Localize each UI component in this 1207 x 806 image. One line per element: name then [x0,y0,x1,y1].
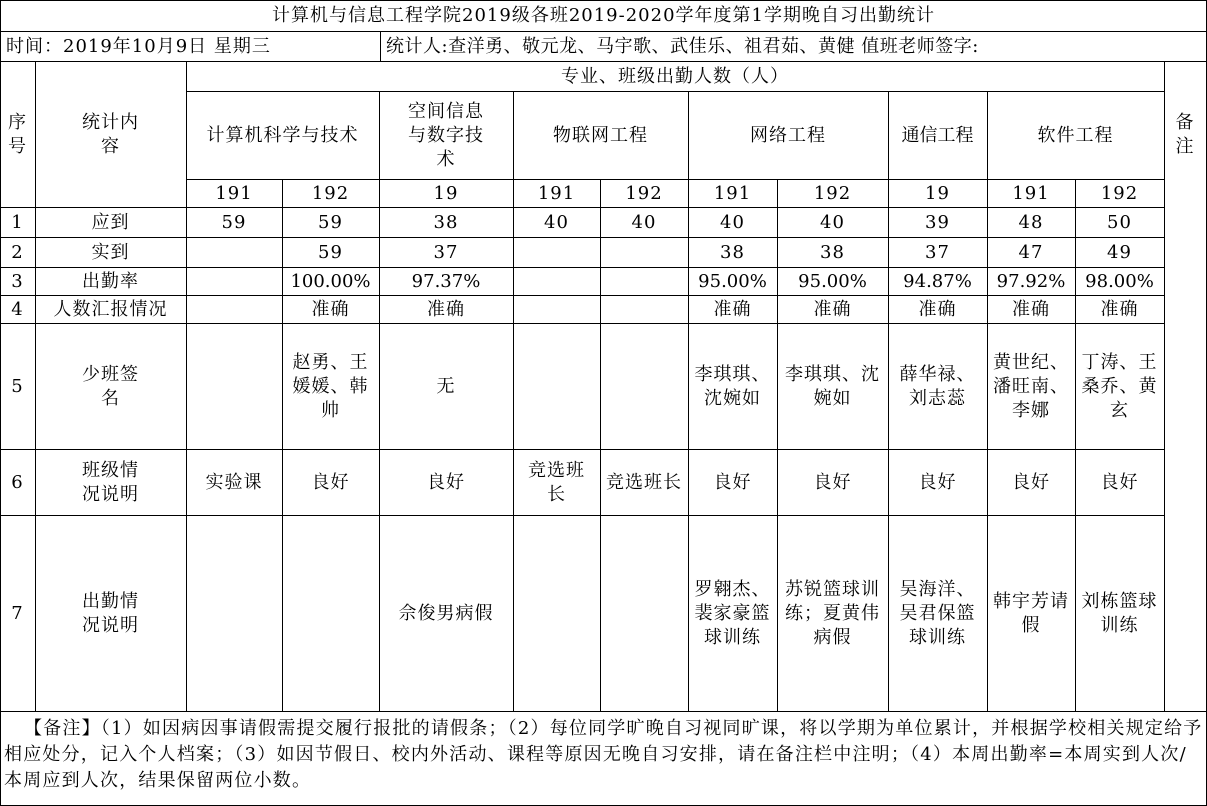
data-cell: 准确 [813,298,852,320]
major-cs: 计算机科学与技术 [206,124,359,146]
data-cell: 竞选班长 [528,459,585,505]
grid-line [0,61,1207,62]
data-cell: 良好 [813,471,852,493]
time-label: 时间：2019年10月9日 星期三 [6,35,271,57]
data-cell: 吴海洋、吴君保篮球训练 [899,578,976,649]
data-cell: 良好 [1012,471,1050,493]
data-cell [600,238,688,268]
grid-line [0,449,1164,450]
data-cell [513,516,600,712]
data-cell: 竞选班长 [606,471,682,493]
row-number: 7 [11,602,24,624]
data-cell: 94.87% [903,270,972,292]
data-cell: 李琪琪、沈婉如 [785,363,880,409]
data-cell [513,238,600,268]
data-cell: 无 [436,375,456,397]
data-cell: 李琪琪、沈婉如 [694,363,771,409]
class-number-2: 19 [433,182,459,204]
data-cell [513,324,600,450]
row-label: 人数汇报情况 [53,298,168,320]
grid-line [1164,62,1165,712]
header-remark: 备注 [1175,111,1195,157]
grid-line [888,92,889,712]
footnote: 【备注】（1）如因病因事请假需提交履行报批的请假条；（2）每位同学旷晚自习视同旷课，将以学期为单位累计，并根据学校相关规定给予相应处分，记入个人档案；（3）如因节假日、校内外活动、课程等原因无晚自习安排，请在备注栏中注明；（4）本周出勤率=本周实到人次/本周应到人次，结果保留两位小数。 [4,718,1203,792]
class-number-4: 192 [625,182,663,204]
grid-line [186,179,1164,180]
data-cell: 59 [318,241,343,263]
grid-line [777,180,778,712]
row-label: 出勤情况说明 [82,590,139,636]
row-number: 2 [11,241,24,263]
class-number-6: 192 [813,182,852,204]
grid-line [0,31,1207,32]
data-cell: 薛华禄、刘志蕊 [899,363,976,409]
header-group: 专业、班级出勤人数（人） [561,65,789,87]
data-cell: 良好 [918,471,957,493]
grid-line [186,62,187,712]
data-cell: 47 [1018,241,1044,263]
row-number: 4 [11,298,24,320]
data-cell [186,268,282,296]
grid-line [987,92,988,712]
data-cell: 98.00% [1085,270,1154,292]
data-cell: 38 [820,241,845,263]
major-comm: 通信工程 [901,124,974,146]
major-spatial: 空间信息与数字技术 [408,100,484,171]
major-software: 软件工程 [1037,124,1114,146]
grid-line [0,237,1164,238]
data-cell: 40 [544,211,569,233]
header-seq: 序号 [8,111,27,157]
data-cell [600,268,688,296]
data-cell: 苏锐篮球训练；夏黄伟病假 [785,578,880,649]
data-cell [600,516,688,712]
data-cell: 准确 [311,298,350,320]
data-cell [186,296,282,324]
grid-line [0,515,1164,516]
data-cell: 100.00% [290,270,371,292]
row-number: 3 [11,270,24,292]
data-cell [600,324,688,450]
data-cell: 实验课 [205,471,263,493]
data-cell [282,516,379,712]
data-cell [186,324,282,450]
data-cell: 黄世纪、潘旺南、李娜 [993,351,1069,422]
row-label: 班级情况说明 [82,459,139,505]
class-number-0: 191 [215,182,253,204]
class-number-7: 19 [925,182,950,204]
grid-line [0,323,1164,324]
class-number-5: 191 [713,182,752,204]
data-cell [513,268,600,296]
data-cell: 49 [1107,241,1132,263]
sheet-title: 计算机与信息工程学院2019级各班2019-2020学年度第1学期晚自习出勤统计 [272,4,935,26]
row-number: 5 [11,375,24,397]
data-cell: 97.37% [411,270,481,292]
data-cell: 刘栋篮球训练 [1081,590,1158,636]
data-cell: 良好 [1100,471,1139,493]
data-cell: 赵勇、王媛媛、韩帅 [292,351,369,422]
grid-line [282,180,283,712]
data-cell: 良好 [427,471,465,493]
data-cell: 50 [1107,211,1132,233]
data-cell [186,516,282,712]
data-cell: 准确 [918,298,957,320]
class-number-3: 191 [537,182,576,204]
major-network: 网络工程 [750,124,826,146]
grid-line [1075,180,1076,712]
data-cell: 40 [820,211,845,233]
data-cell [186,238,282,268]
data-cell [513,296,600,324]
class-number-9: 192 [1100,182,1139,204]
row-label: 少班签名 [82,363,139,409]
data-cell: 37 [433,241,459,263]
header-content: 统计内容 [82,111,139,157]
data-cell [600,296,688,324]
grid-line [0,295,1164,296]
grid-line [0,711,1207,712]
data-cell: 97.92% [996,270,1066,292]
grid-line [379,92,380,712]
grid-line [513,92,514,712]
data-cell: 准确 [427,298,465,320]
class-number-1: 192 [311,182,350,204]
stats-people-label: 统计人:查洋勇、敬元龙、马宇歌、武佳乐、祖君茹、黄健 值班老师签字: [386,35,979,57]
data-cell: 95.00% [698,270,767,292]
data-cell: 准确 [1100,298,1139,320]
data-cell: 良好 [713,471,752,493]
row-label: 出勤率 [82,270,139,292]
data-cell: 38 [433,211,459,233]
row-label: 应到 [91,211,130,233]
data-cell: 59 [318,211,343,233]
data-cell: 准确 [713,298,752,320]
data-cell: 39 [925,211,950,233]
grid-line [186,91,1164,92]
data-cell: 良好 [311,471,350,493]
grid-line [688,92,689,712]
data-cell: 38 [720,241,745,263]
grid-line [380,32,381,62]
data-cell: 59 [221,211,247,233]
class-number-8: 191 [1012,182,1050,204]
major-iot: 物联网工程 [553,124,648,146]
data-cell: 48 [1018,211,1044,233]
data-cell: 罗翱杰、裴家豪篮球训练 [694,578,771,649]
grid-line [0,207,1164,208]
data-cell: 佘俊男病假 [398,602,494,624]
data-cell: 95.00% [798,270,867,292]
data-cell: 40 [631,211,657,233]
row-number: 6 [11,471,24,493]
data-cell: 准确 [1012,298,1050,320]
data-cell: 40 [720,211,745,233]
grid-line [600,180,601,712]
row-number: 1 [11,211,24,233]
data-cell: 韩宇芳请假 [993,590,1069,636]
grid-line [0,267,1164,268]
grid-line [35,62,36,712]
data-cell: 37 [925,241,950,263]
data-cell: 丁涛、王桑乔、黄玄 [1081,351,1158,422]
row-label: 实到 [91,241,130,263]
